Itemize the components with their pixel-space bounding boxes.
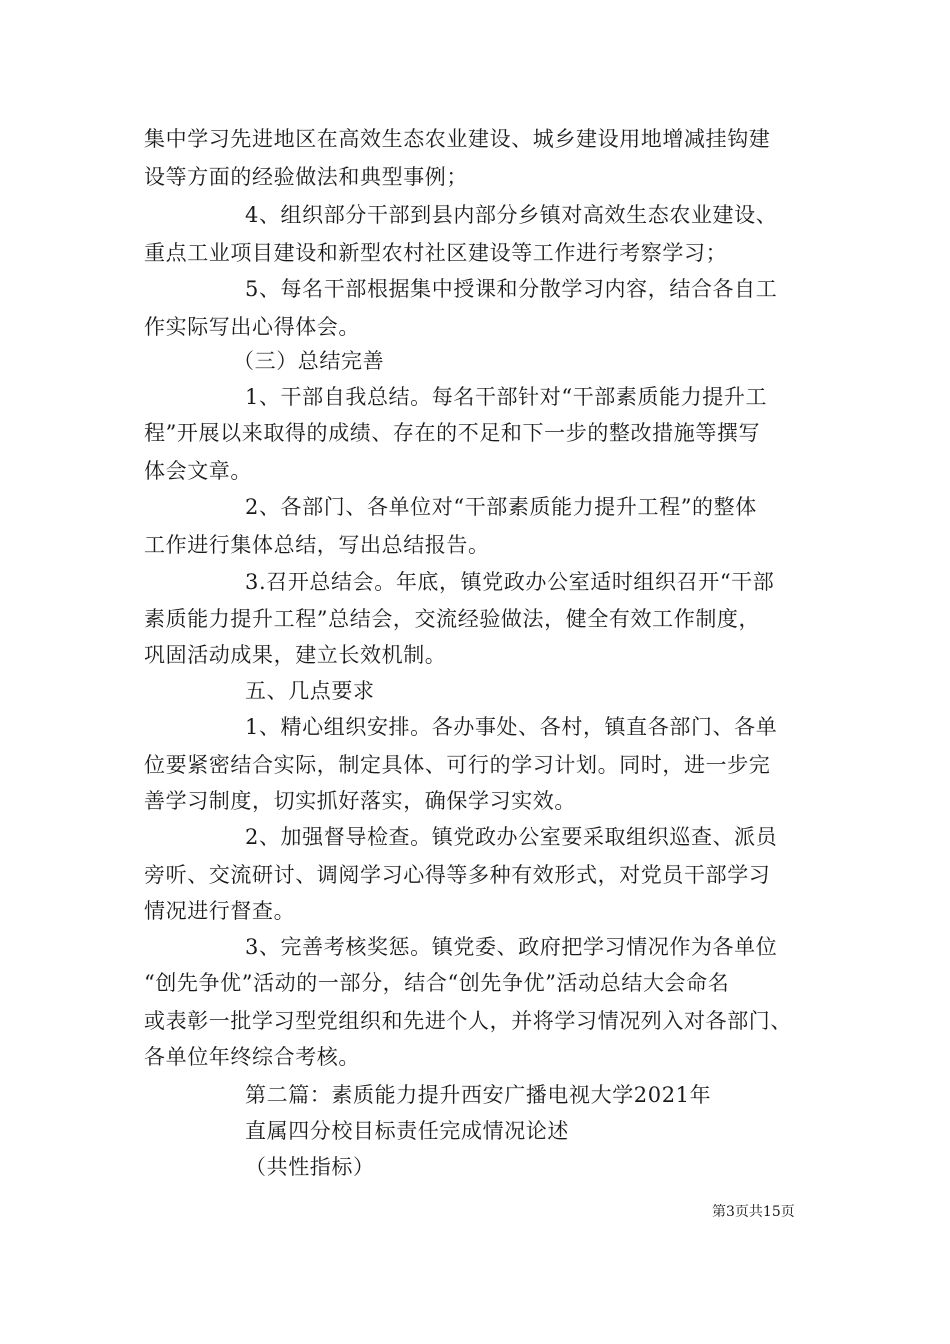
chapter-title: 直属四分校目标责任完成情况论述 (245, 1119, 569, 1143)
text-line: 3、完善考核奖惩。镇党委、政府把学习情况作为各单位 (245, 935, 778, 959)
text-line: 设等方面的经验做法和典型事例； (144, 165, 468, 189)
text-line: 位要紧密结合实际，制定具体、可行的学习计划。同时，进一步完 (144, 753, 771, 777)
text-line: “创先争优”活动的一部分，结合“创先争优”活动总结大会命名 (144, 971, 730, 995)
text-line: 程”开展以来取得的成绩、存在的不足和下一步的整改措施等撰写 (144, 421, 761, 445)
text-line: 1、干部自我总结。每名干部针对“干部素质能力提升工 (245, 385, 768, 409)
chapter-subtitle: （共性指标） (245, 1155, 375, 1179)
text-line: 体会文章。 (144, 459, 252, 483)
text-line: 重点工业项目建设和新型农村社区建设等工作进行考察学习； (144, 241, 728, 265)
text-line: 善学习制度，切实抓好落实，确保学习实效。 (144, 789, 576, 813)
text-line: 巩固活动成果，建立长效机制。 (144, 643, 447, 667)
text-line: 素质能力提升工程”总结会，交流经验做法，健全有效工作制度， (144, 607, 761, 631)
chapter-title: 第二篇：素质能力提升西安广播电视大学2021年 (245, 1083, 712, 1107)
text-line: 各单位年终综合考核。 (144, 1045, 360, 1069)
text-line: 5、每名干部根据集中授课和分散学习内容，结合各自工 (245, 277, 778, 301)
text-line: 4、组织部分干部到县内部分乡镇对高效生态农业建设、 (245, 203, 778, 227)
page-number: 第3页共15页 (712, 1204, 795, 1220)
text-line: 或表彰一批学习型党组织和先进个人，并将学习情况列入对各部门、 (144, 1009, 792, 1033)
section-heading: 五、几点要求 (245, 679, 375, 703)
text-line: 情况进行督查。 (144, 899, 296, 923)
text-line: 2、加强督导检查。镇党政办公室要采取组织巡查、派员 (245, 825, 778, 849)
text-line: 1、精心组织安排。各办事处、各村，镇直各部门、各单 (245, 715, 778, 739)
text-line: 集中学习先进地区在高效生态农业建设、城乡建设用地增减挂钩建 (144, 127, 771, 151)
text-line: 3.召开总结会。年底，镇党政办公室适时组织召开“干部 (245, 570, 775, 594)
text-line: 2、各部门、各单位对“干部素质能力提升工程”的整体 (245, 495, 757, 519)
text-line: 工作进行集体总结，写出总结报告。 (144, 533, 490, 557)
text-line: 作实际写出心得体会。 (144, 315, 360, 339)
section-heading: （三）总结完善 (233, 349, 385, 373)
text-line: 旁听、交流研讨、调阅学习心得等多种有效形式，对党员干部学习 (144, 863, 771, 887)
